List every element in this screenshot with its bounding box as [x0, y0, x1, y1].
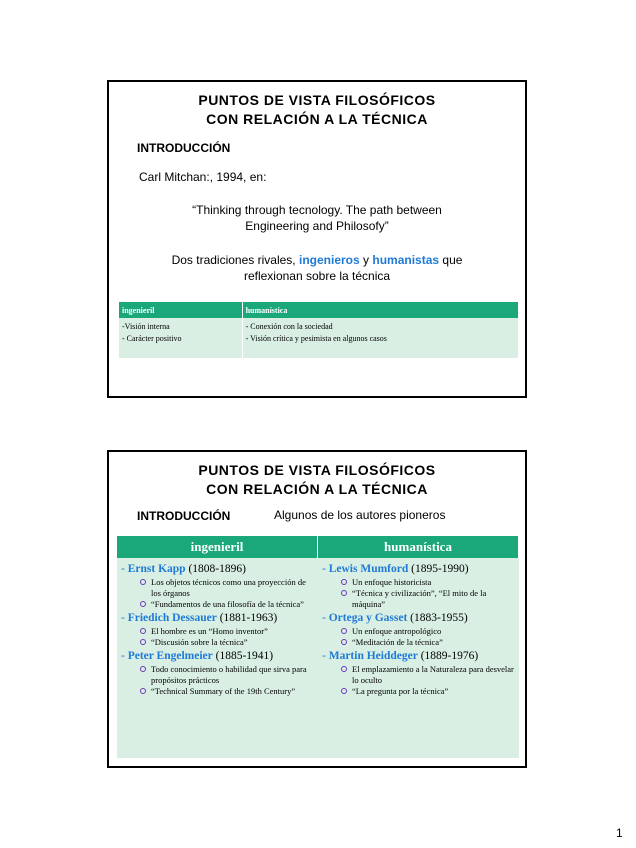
bullet-icon: [140, 579, 146, 585]
author-years: (1895-1990): [411, 563, 469, 575]
table-cell-humanistic: [242, 318, 518, 358]
traditions-humanists: humanistas: [372, 253, 440, 267]
list-item: Un enfoque historicista: [322, 577, 515, 588]
author-years: (1889-1976): [420, 650, 479, 662]
author-years: (1883-1955): [410, 612, 468, 624]
bullet-icon: [140, 688, 146, 694]
intro-heading: INTRODUCCIÓN: [137, 141, 231, 155]
table-header-humanistic: humanística: [318, 536, 519, 558]
bullet-icon: [140, 666, 146, 672]
bullet-icon: [341, 639, 347, 645]
list-item: El emplazamiento a la Naturaleza para desvelar lo oculto: [322, 664, 515, 686]
traditions-pre: Dos tradiciones rivales,: [171, 253, 296, 267]
author-name: Ernst Kapp: [127, 563, 186, 575]
slide-title: [109, 461, 525, 499]
list-item: “Meditación de la técnica”: [322, 637, 515, 648]
quote-line-2: Engineering and Philosofy”: [245, 219, 389, 233]
author-entry: - Friedich Dessauer (1881-1963): [121, 612, 278, 624]
traditions-text: [109, 252, 525, 284]
table-header-humanistic: humanística: [242, 302, 518, 318]
list-item: “La pregunta por la técnica”: [322, 686, 515, 697]
author-name: Martin Heiddeger: [328, 650, 418, 662]
author-name: Peter Engelmeier: [127, 650, 213, 662]
engineering-column: [117, 558, 318, 758]
traditions-engineers: ingenieros: [298, 253, 360, 267]
author-years: (1881-1963): [219, 612, 278, 624]
list-item: “Discusión sobre la técnica”: [121, 637, 314, 648]
slide-subtitle: Algunos de los autores pioneros: [274, 508, 446, 522]
table-item: - Conexión con la sociedad: [245, 322, 333, 331]
bullet-icon: [341, 628, 347, 634]
traditions-and: y: [363, 253, 370, 267]
book-quote: [109, 202, 525, 234]
list-item: Un enfoque antropológico: [322, 626, 515, 637]
author-name: Ortega y Gasset: [328, 612, 408, 624]
title-line-1: PUNTOS DE VISTA FILOSÓFICOS: [198, 92, 436, 108]
bullet-icon: [140, 628, 146, 634]
list-item: El hombre es un “Homo inventor”: [121, 626, 314, 637]
table-item: - Visión crítica y pesimista en algunos casos: [245, 334, 387, 343]
author-entry: - Peter Engelmeier (1885-1941): [121, 650, 274, 662]
list-item: “Fundamentos de una filosofía de la técnica”: [121, 599, 314, 610]
list-item: Los objetos técnicos como una proyección de los órganos: [121, 577, 314, 599]
title-line-2: CON RELACIÓN A LA TÉCNICA: [206, 481, 428, 497]
author-years: (1808-1896): [188, 563, 246, 575]
author-entry: - Ortega y Gasset (1883-1955): [322, 612, 468, 624]
bullet-icon: [341, 579, 347, 585]
author-name: Friedich Dessauer: [127, 612, 217, 624]
authors-table: [117, 536, 519, 758]
humanistic-column: [318, 558, 519, 758]
author-entry: - Martin Heiddeger (1889-1976): [322, 650, 479, 662]
title-line-2: CON RELACIÓN A LA TÉCNICA: [206, 111, 428, 127]
list-item: “Técnica y civilización”, “El mito de la máquina”: [322, 588, 515, 610]
page-number: 1: [616, 826, 623, 840]
bullet-icon: [341, 590, 347, 596]
author-entry: - Lewis Mumford (1895-1990): [322, 563, 469, 575]
table-header-engineering: ingenieril: [119, 302, 242, 318]
author-years: (1885-1941): [215, 650, 274, 662]
list-item: “Technical Summary of the 19th Century”: [121, 686, 314, 697]
bullet-icon: [140, 601, 146, 607]
list-item: Todo conocimiento o habilidad que sirva para propósitos prácticos: [121, 664, 314, 686]
bullet-icon: [140, 639, 146, 645]
traditions-line-2: reflexionan sobre la técnica: [243, 269, 391, 283]
slide-1: [107, 80, 527, 398]
table-item: - Carácter positivo: [122, 334, 182, 343]
author-name: Lewis Mumford: [328, 563, 409, 575]
bullet-icon: [341, 688, 347, 694]
title-line-1: PUNTOS DE VISTA FILOSÓFICOS: [198, 462, 436, 478]
table-header-engineering: ingenieril: [117, 536, 318, 558]
slide-title: [109, 91, 525, 129]
intro-heading: INTRODUCCIÓN: [137, 509, 231, 523]
table-cell-engineering: [119, 318, 242, 358]
table-item: -Visión interna: [122, 322, 170, 331]
traditions-post: que: [442, 253, 463, 267]
quote-line-1: “Thinking through tecnology. The path between: [192, 203, 442, 217]
author-citation: Carl Mitchan:, 1994, en:: [139, 170, 267, 184]
slide-2: [107, 450, 527, 768]
comparison-table: [119, 302, 519, 358]
author-entry: - Ernst Kapp (1808-1896): [121, 563, 246, 575]
bullet-icon: [341, 666, 347, 672]
